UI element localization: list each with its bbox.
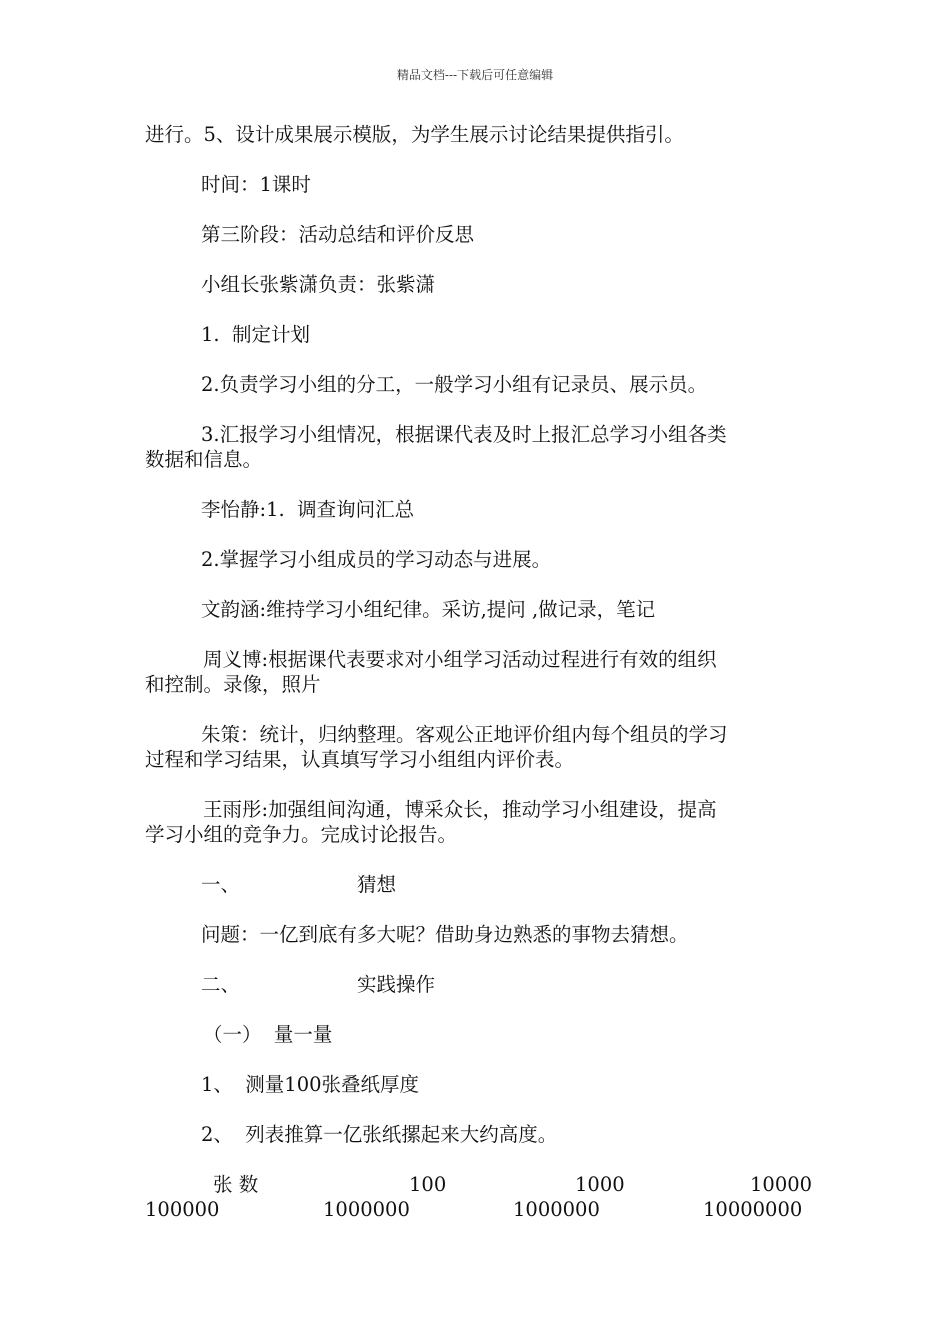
paragraph-continuation: 过程和学习结果，认真填写学习小组组内评价表。 [145, 748, 575, 771]
paragraph: 小组长张紫潇负责：张紫潇 [201, 273, 436, 296]
table-cell: 10000000 [703, 1198, 803, 1221]
paragraph: 文韵涵:维持学习小组纪律。采访,提问 ,做记录，笔记 [201, 598, 656, 621]
list-item: 3.汇报学习小组情况，根据课代表及时上报汇总学习小组各类 [201, 423, 727, 446]
paragraph: 王雨彤:加强组间沟通，博采众长，推动学习小组建设，提高 [203, 798, 717, 821]
list-item: 1、 测量100张叠纸厚度 [201, 1073, 420, 1096]
table-cell: 1000000 [513, 1198, 600, 1221]
paragraph-continuation: 数据和信息。 [145, 448, 263, 471]
paragraph: 朱策：统计，归纳整理。客观公正地评价组内每个组员的学习 [201, 723, 728, 746]
paragraph-continuation: 学习小组的竞争力。完成讨论报告。 [145, 823, 458, 846]
paragraph: 李怡静:1. 调查询问汇总 [201, 498, 415, 521]
heading-number: 一、 [201, 873, 241, 896]
section-heading: 第三阶段：活动总结和评价反思 [201, 223, 475, 246]
paragraph-continuation: 和控制。录像，照片 [145, 673, 321, 696]
table-row [145, 1172, 813, 1197]
list-item: 1. 制定计划 [201, 323, 311, 346]
list-item: 2.掌握学习小组成员的学习动态与进展。 [201, 548, 552, 571]
heading-title: 猜想 [357, 873, 397, 896]
table-cell: 10000 [750, 1173, 813, 1196]
heading-title: 实践操作 [357, 973, 436, 996]
document-body [145, 122, 813, 1222]
section-heading [145, 972, 810, 997]
paragraph: 时间：1课时 [201, 173, 311, 196]
table-cell: 1000000 [323, 1198, 410, 1221]
heading-number: 二、 [201, 973, 241, 996]
list-item: 2、 列表推算一亿张纸摞起来大约高度。 [201, 1123, 558, 1146]
paragraph: 问题：一亿到底有多大呢？借助身边熟悉的事物去猜想。 [201, 923, 689, 946]
section-heading [145, 872, 810, 897]
table-cell: 100 [409, 1173, 447, 1196]
table-row [145, 1197, 810, 1222]
subheading: （一） 量一量 [203, 1023, 333, 1046]
table-cell: 1000 [575, 1173, 625, 1196]
paragraph: 进行。5、设计成果展示模版，为学生展示讨论结果提供指引。 [145, 123, 684, 146]
paragraph: 周义博:根据课代表要求对小组学习活动过程进行有效的组织 [203, 648, 717, 671]
page-header: 精品文档---下载后可任意编辑 [396, 68, 554, 82]
table-cell: 张 数 [213, 1173, 259, 1196]
list-item: 2.负责学习小组的分工，一般学习小组有记录员、展示员。 [201, 373, 708, 396]
table-cell: 100000 [145, 1198, 220, 1221]
